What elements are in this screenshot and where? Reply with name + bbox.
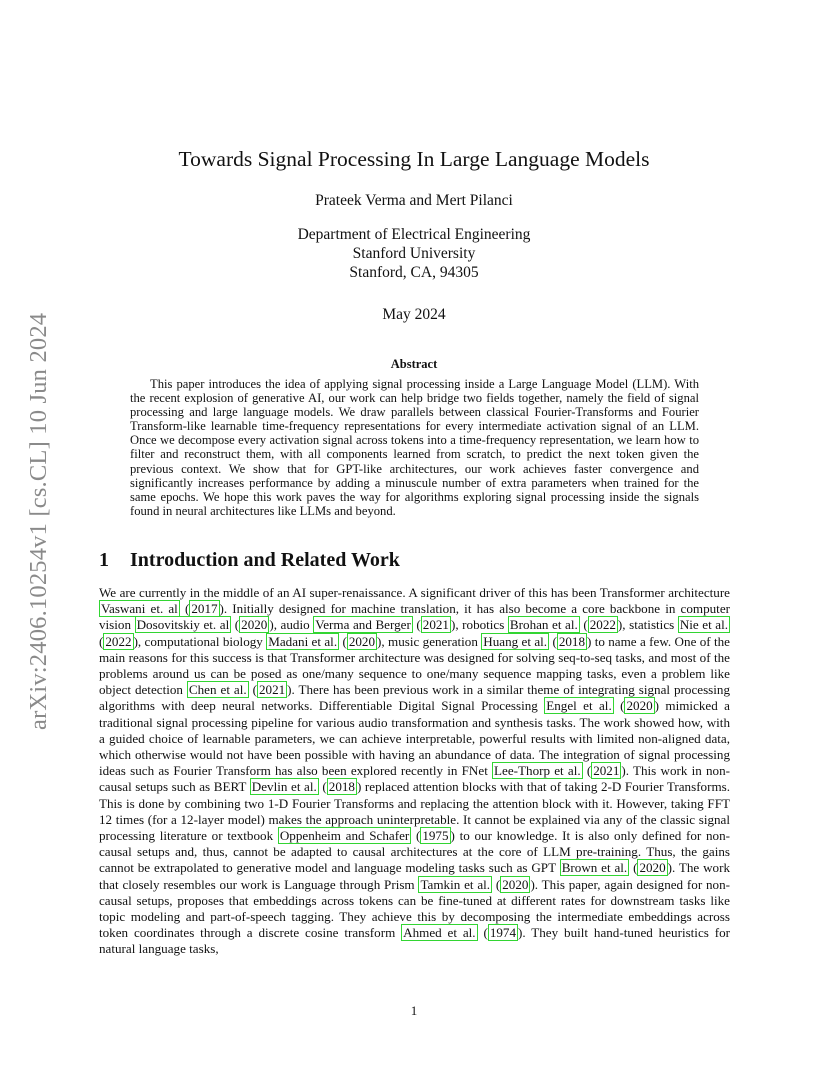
abstract-text: This paper introduces the idea of applying signal processing inside a Large Language Model (LLM). With the recent explosion of generative AI, our work can help bridge two fields together, namely the field of signal processing and large language models. We draw parallels between classical Fourier-Transforms and Fourier Transform-like learnable time-frequency representations for every intermediate activation signal of an LLM. Once we decompose every activation signal across tokens into a time-frequency representation, we learn how to filter and reconstruct them, with all components learned from scratch, to predict the next token given the previous context. We show that for GPT-like architectures, our work achieves faster convergence and significantly increases performance by adding a minuscule number of extra parameters when trained for the same epochs. We hope this work paves the way for algorithms exploring signal processing inside the signals found in neural architectures like LLMs and beyond. [130,377,699,518]
citation-link[interactable]: 2020 [639,860,666,876]
citation-link[interactable]: 2020 [626,698,653,714]
arxiv-identifier: arXiv:2406.10254v1 [cs.CL] 10 Jun 2024 [25,312,52,730]
citation-link[interactable]: 2020 [241,617,268,633]
body-text-run: ), computational biology [133,633,267,649]
body-paragraph [99,585,730,958]
citation-link[interactable]: Vaswani et. al [101,601,178,617]
body-text-run: ( [492,876,501,892]
body-text-run: ( [613,698,625,714]
citation-link[interactable]: 1974 [489,925,516,941]
citation-link[interactable]: Chen et al. [188,682,247,698]
body-text-run: We are currently in the middle of an AI super-renaissance. A significant driver of this has been Transformer architecture [99,585,730,600]
body-text-run: ( [248,682,257,698]
page-number: 1 [410,1003,418,1018]
citation-link[interactable]: Devlin et al. [251,779,317,795]
body-text-run: ), audio [269,617,314,633]
body-text-run: ( [411,828,421,844]
citation-link[interactable]: 2022 [105,633,132,649]
citation-link[interactable]: Brohan et al. [509,617,578,633]
abstract-heading: Abstract [390,357,438,371]
body-text-run: ) replaced attention blocks with that of taking 2-D Fourier Transforms. This is done by combining two 1-D Fourier Transforms and replacing the attention block with it. However, taking FFT 12 times (for a 12-layer model) makes the approach uninterpretable. It cannot be explained via any of the classic signal processing literature or textbook [99,779,731,844]
citation-link[interactable]: 2018 [328,779,355,795]
citation-link[interactable]: 2017 [191,601,218,617]
affiliation [100,225,728,282]
body-text-run: ( [231,617,240,633]
body-text-run: ( [412,617,421,633]
citation-link[interactable]: Dosovitskiy et. al [136,617,230,633]
citation-link[interactable]: 2021 [593,763,620,779]
citation-link[interactable]: Verma and Berger [315,617,411,633]
body-text-run: ). They built hand-tuned heuristics for natural language tasks, [99,925,730,957]
citation-link[interactable]: Brown et al. [561,860,628,876]
affiliation-department: Department of Electrical Engineering [297,226,531,243]
body-text-run: ). The work that closely resembles our work is Language through Prism [99,860,730,892]
body-text-run: ( [549,633,557,649]
citation-link[interactable]: 2020 [502,876,529,892]
publication-date: May 2024 [382,306,446,323]
body-text-run: ). Initially designed for machine translation, it has also become a core backbone in computer vision [99,601,730,633]
citation-link[interactable]: Nie et al. [679,617,729,633]
citation-link[interactable]: Ahmed et al. [403,925,476,941]
body-text-run: ) to name a few. One of the main reasons for this success is that Transformer architecture was designed for solving seq-to-seq tasks, and most of the problems around us can be posed as one/many sequence to one/many sequence mapping tasks, even a problem like object detection [99,633,730,698]
section-number: 1 [99,549,109,571]
section-heading [99,549,400,572]
citation-link[interactable]: Huang et al. [483,633,548,649]
body-text-run: ), music generation [377,633,482,649]
body-text-run: ( [579,617,588,633]
body-text-run: ). This work in non-causal setups such as BERT [99,763,730,795]
citation-link[interactable]: Engel et al. [546,698,612,714]
citation-link[interactable]: 2021 [258,682,286,698]
affiliation-university: Stanford University [352,245,476,262]
body-text-run: ), statistics [617,617,678,633]
body-text-run: ( [318,779,327,795]
citation-link[interactable]: Madani et al. [268,633,338,649]
body-text-run: ), robotics [450,617,508,633]
body-text-run: ( [477,925,488,941]
body-text-run: ( [179,601,190,617]
citation-link[interactable]: 2020 [348,633,376,649]
citation-link[interactable]: 2022 [589,617,616,633]
citation-link[interactable]: Oppenheim and Schafer [279,828,410,844]
authors: Prateek Verma and Mert Pilanci [315,192,513,209]
citation-link[interactable]: 1975 [422,828,449,844]
citation-link[interactable]: Tamkin et al. [420,876,491,892]
body-text-run: ( [629,860,638,876]
body-text-run: ). There has been previous work in a similar theme of integrating signal processing algorithms with deep neural networks. Differentiable Digital Signal Processing [99,682,730,714]
body-text-run: ( [582,763,592,779]
body-text-run: ( [339,633,347,649]
paper-title: Towards Signal Processing In Large Language Models [178,147,650,171]
citation-link[interactable]: Lee-Thorp et al. [494,763,581,779]
body-text-run: ) to our knowledge. It is also only defined for non-causal setups and, thus, cannot be adapted to causal architectures at the core of LLM pre-training. Thus, the gains cannot be extrapolated to generative model and language modeling tasks such as GPT [99,828,730,876]
body-text-run: ) mimicked a traditional signal processing pipeline for various audio transformation and synthesis tasks. The work showed how, with a guided choice of learnable parameters, we can achieve interpretable, powerful results with limited non-aligned data, which otherwise would not have been possible with having an abundance of data. The integration of signal processing ideas such as Fourier Transform has also been explored recently in FNet [99,698,730,779]
section-title: Introduction and Related Work [130,549,400,571]
body-text-run: ). This paper, again designed for non-causal setups, proposes that embeddings across tokens can be fine-tuned at different rates for downstream tasks like topic modeling and part-of-speech tagging. They achieve this by decomposing the intermediate embeddings across token coordinates through a discrete cosine transform [99,876,731,941]
body-text-run: ( [99,633,104,649]
citation-link[interactable]: 2021 [422,617,449,633]
affiliation-location: Stanford, CA, 94305 [349,264,479,281]
citation-link[interactable]: 2018 [558,633,585,649]
